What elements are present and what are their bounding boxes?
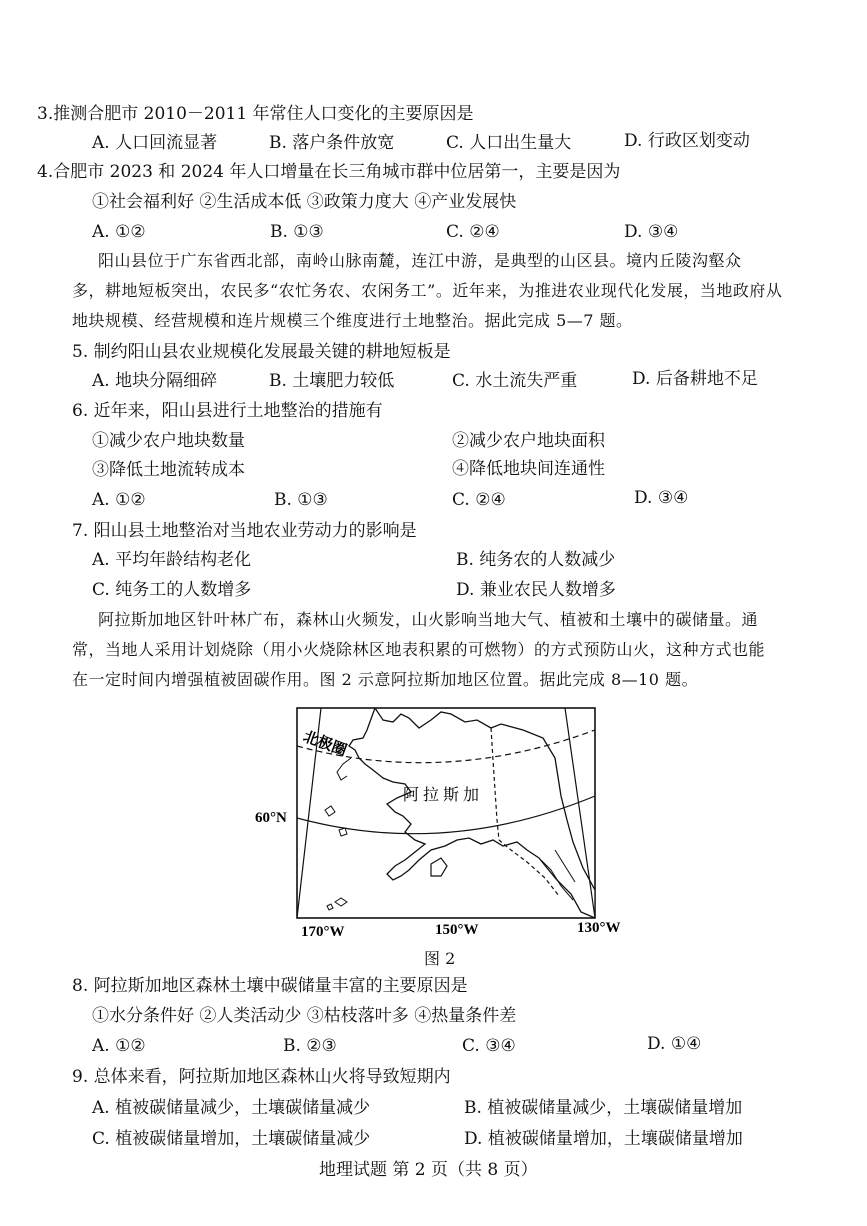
q5-option-a: A. 地块分隔细碎 <box>92 371 218 391</box>
q3-option-b: B. 落户条件放宽 <box>269 133 395 153</box>
passage1-line3: 地块规模、经营规模和连片规模三个维度进行土地整治。据此完成 5—7 题。 <box>72 311 633 330</box>
q6-option-d: D. ③④ <box>634 488 689 508</box>
region-label: 阿 拉 斯 加 <box>403 787 480 804</box>
q6-stem: 6. 近年来，阳山县进行土地整治的措施有 <box>72 401 383 421</box>
figure-caption: 图 2 <box>424 949 456 968</box>
q9-option-d: D. 植被碳储量增加，土壤碳储量增加 <box>464 1129 743 1149</box>
alaska-location-map <box>255 700 635 945</box>
lon-150w-label: 150°W <box>435 922 479 938</box>
q7-stem: 7. 阳山县土地整治对当地农业劳动力的影响是 <box>72 521 417 541</box>
island-west-2 <box>339 828 347 836</box>
q6-item1: ①减少农户地块数量 <box>92 431 245 451</box>
passage1-line1: 阳山县位于广东省西北部，南岭山脉南麓，连江中游，是典型的山区县。境内丘陵沟壑众 <box>98 251 742 270</box>
q6-item2: ②减少农户地块面积 <box>452 431 605 451</box>
passage2-line2: 常，当地人采用计划烧除（用小火烧除林区地表积累的可燃物）的方式预防山火，这种方式也能 <box>72 640 766 659</box>
q4-option-c: C. ②④ <box>446 222 500 242</box>
q8-stem: 8. 阿拉斯加地区森林土壤中碳储量丰富的主要原因是 <box>72 976 468 996</box>
q7-option-d: D. 兼业农民人数增多 <box>456 580 616 600</box>
q5-option-b: B. 土壤肥力较低 <box>269 371 395 391</box>
q4-stem: 4.合肥市 2023 和 2024 年人口增量在长三角城市群中位居第一，主要是因为 <box>37 162 621 182</box>
passage2-line1: 阿拉斯加地区针叶林广布，森林山火频发，山火影响当地大气、植被和土壤中的碳储量。通 <box>98 610 759 629</box>
passage1-line2: 多，耕地短板突出，农民多“农忙务农、农闲务工”。近年来，为推进农业现代化发展，当地政府从 <box>72 281 783 300</box>
q4-items: ①社会福利好 ②生活成本低 ③政策力度大 ④产业发展快 <box>92 192 517 212</box>
q7-option-b: B. 纯务农的人数减少 <box>456 550 616 570</box>
lat-60n-label: 60°N <box>255 810 287 826</box>
q4-option-d: D. ③④ <box>624 222 679 242</box>
q9-option-c: C. 植被碳储量增加，土壤碳储量减少 <box>92 1129 371 1149</box>
q9-stem: 9. 总体来看，阿拉斯加地区森林山火将导致短期内 <box>72 1067 451 1087</box>
q8-items: ①水分条件好 ②人类活动少 ③枯枝落叶多 ④热量条件差 <box>92 1006 517 1026</box>
page-footer: 地理试题 第 2 页（共 8 页） <box>319 1160 538 1180</box>
q9-option-a: A. 植被碳储量减少，土壤碳储量减少 <box>92 1098 371 1118</box>
q7-option-c: C. 纯务工的人数增多 <box>92 580 252 600</box>
q6-option-b: B. ①③ <box>274 490 328 510</box>
q6-item3: ③降低土地流转成本 <box>92 460 245 480</box>
q3-option-c: C. 人口出生量大 <box>446 133 572 153</box>
lon-130w-label: 130°W <box>577 920 621 936</box>
passage2-line3: 在一定时间内增强植被固碳作用。图 2 示意阿拉斯加地区位置。据此完成 8—10 题。 <box>72 670 699 689</box>
q3-stem: 3.推测合肥市 2010－2011 年常住人口变化的主要原因是 <box>37 104 474 124</box>
q9-option-b: B. 植被碳储量减少，土壤碳储量增加 <box>464 1098 743 1118</box>
q6-item4: ④降低地块间连通性 <box>452 459 605 479</box>
q6-option-a: A. ①② <box>92 490 146 510</box>
q6-option-c: C. ②④ <box>452 490 506 510</box>
arctic-circle-label: 北极圈 <box>300 729 349 760</box>
lon-170w-label: 170°W <box>301 924 345 940</box>
q5-option-d: D. 后备耕地不足 <box>632 369 758 389</box>
q5-stem: 5. 制约阳山县农业规模化发展最关键的耕地短板是 <box>72 342 451 362</box>
q4-option-a: A. ①② <box>92 222 146 242</box>
q4-option-b: B. ①③ <box>270 222 324 242</box>
q8-option-b: B. ②③ <box>283 1036 337 1056</box>
q8-option-a: A. ①② <box>92 1036 146 1056</box>
q3-option-a: A. 人口回流显著 <box>92 133 218 153</box>
q7-option-a: A. 平均年龄结构老化 <box>92 550 252 570</box>
q5-option-c: C. 水土流失严重 <box>452 371 578 391</box>
q3-option-d: D. 行政区划变动 <box>624 131 750 151</box>
q8-option-d: D. ①④ <box>647 1034 702 1054</box>
q8-option-c: C. ③④ <box>462 1036 516 1056</box>
